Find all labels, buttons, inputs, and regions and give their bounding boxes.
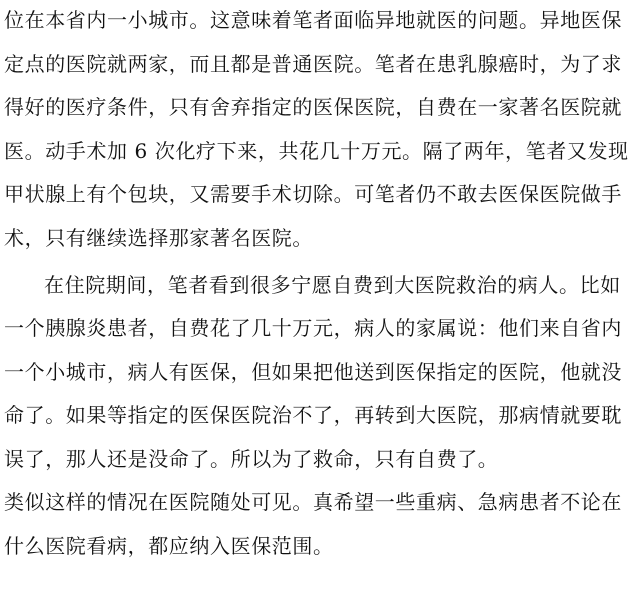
text-line: 一个小城市，病人有医保，但如果把他送到医保指定的医院，他就没 — [4, 360, 622, 384]
text-line: 得好的医疗条件，只有舍弃指定的医保医院，自费在一家著名医院就 — [4, 95, 622, 119]
text-line: 类似这样的情况在医院随处可见。真希望一些重病、急病患者不论在 — [4, 490, 622, 514]
text-line: 误了，那人还是没命了。所以为了救命，只有自费了。 — [4, 447, 499, 471]
text-line: 位在本省内一小城市。这意味着笔者面临异地就医的问题。异地医保 — [4, 8, 622, 32]
text-line: 命了。如果等指定的医保医院治不了，再转到大医院，那病情就要耽 — [4, 403, 622, 427]
text-line: 定点的医院就两家，而且都是普通医院。笔者在患乳腺癌时，为了求 — [4, 52, 622, 76]
text-line: 在住院期间，笔者看到很多宁愿自费到大医院救治的病人。比如 — [44, 273, 621, 297]
text-line: 一个胰腺炎患者，自费花了几十万元，病人的家属说：他们来自省内 — [4, 316, 622, 340]
text-line: 医。动手术加 6 次化疗下来，共花几十万元。隔了两年，笔者又发现 — [4, 139, 629, 163]
text-line: 甲状腺上有个包块，又需要手术切除。可笔者仍不敢去医保医院做手 — [4, 182, 622, 206]
text-line: 术，只有继续选择那家著名医院。 — [4, 226, 313, 250]
text-line: 什么医院看病，都应纳入医保范围。 — [4, 534, 334, 558]
